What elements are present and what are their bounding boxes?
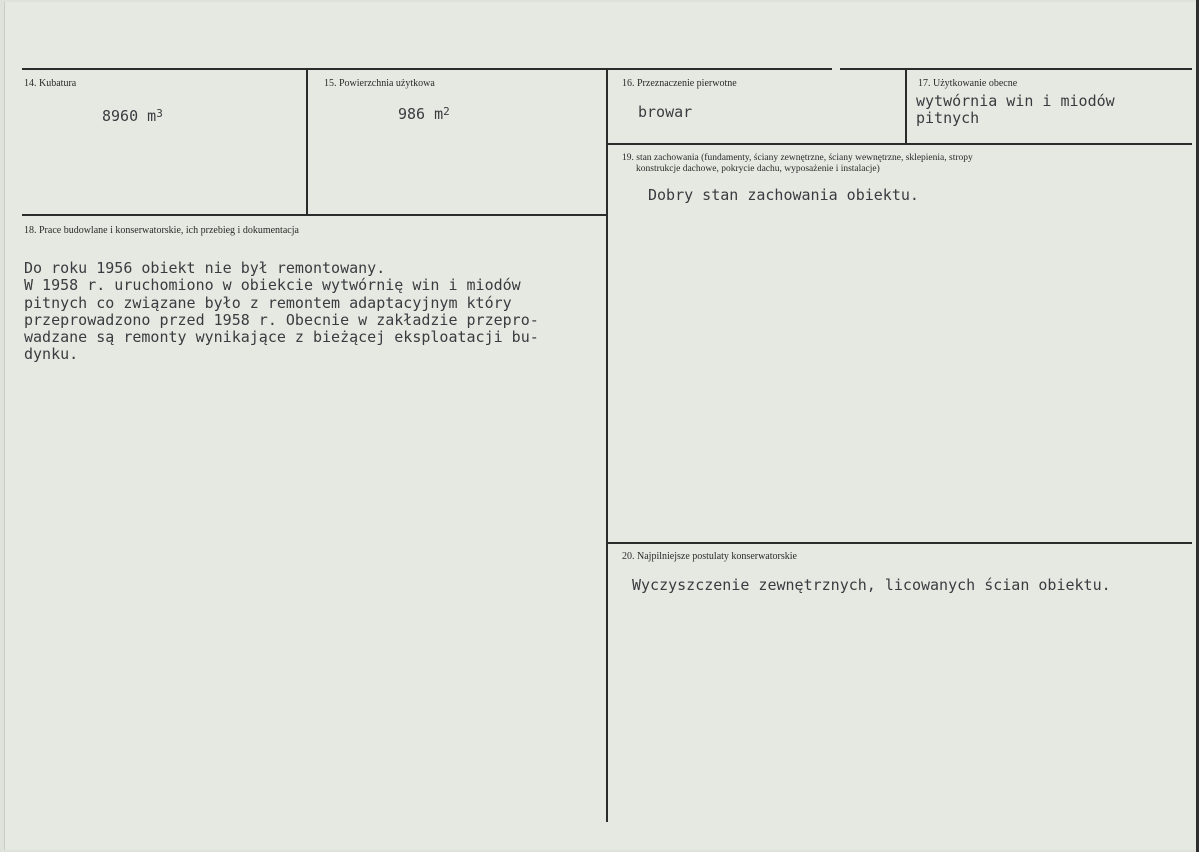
value-uzytkowanie-line-2: pitnych <box>916 109 980 127</box>
divider-14-15 <box>306 70 308 215</box>
text-line: W 1958 r. uruchomiono w obiekcie wytwórnię win i miodów <box>24 276 521 295</box>
value-postulaty: Wyczyszczenie zewnętrznych, licowanych ścian obiektu. <box>632 576 1111 594</box>
top-rule-right <box>840 68 1192 70</box>
label-powierzchnia: 15. Powierzchnia użytkowa <box>324 78 435 89</box>
text-line: pitnych co związane było z remontem adaptacyjnym który <box>24 293 512 312</box>
text-line: przeprowadzono przed 1958 r. Obecnie w zakładzie przepro- <box>24 310 539 329</box>
top-rule <box>22 68 832 70</box>
rule-field-20 <box>608 542 1192 544</box>
record-card <box>4 2 1196 850</box>
value-prace-budowlane <box>24 260 539 364</box>
text-line: wadzane są remonty wynikające z bieżącej eksploatacji bu- <box>24 328 539 347</box>
value-uzytkowanie-line-1: wytwórnia win i miodów <box>916 92 1115 110</box>
rule-field-18 <box>22 214 608 216</box>
text-line: dynku. <box>24 345 79 364</box>
label-kubatura: 14. Kubatura <box>24 78 77 89</box>
divider-16-17 <box>905 70 907 143</box>
value-kubatura: 8960 $m^3$ <box>102 107 163 125</box>
label-stan-zachowania-cont: konstrukcje dachowe, pokrycie dachu, wyposażenie i instalacje) <box>636 164 880 174</box>
text-line: Do roku 1956 obiekt nie był remontowany. <box>24 259 386 277</box>
value-powierzchnia: 986 $m^2$ <box>398 105 450 123</box>
value-przeznaczenie: browar <box>638 103 693 121</box>
rule-top-right <box>608 143 1192 145</box>
label-przeznaczenie: 16. Przeznaczenie pierwotne <box>622 78 737 89</box>
value-stan-zachowania: Dobry stan zachowania obiektu. <box>648 186 919 204</box>
label-prace-budowlane: 18. Prace budowlane i konserwatorskie, ich przebieg i dokumentacja <box>24 225 299 236</box>
label-uzytkowanie: 17. Użytkowanie obecne <box>918 78 1018 89</box>
label-postulaty: 20. Najpilniejsze postulaty konserwatorskie <box>622 551 797 562</box>
divider-main <box>606 70 608 822</box>
label-stan-zachowania: 19. stan zachowania (fundamenty, ściany zewnętrzne, ściany wewnętrzne, sklepienia, stropy <box>622 153 973 163</box>
